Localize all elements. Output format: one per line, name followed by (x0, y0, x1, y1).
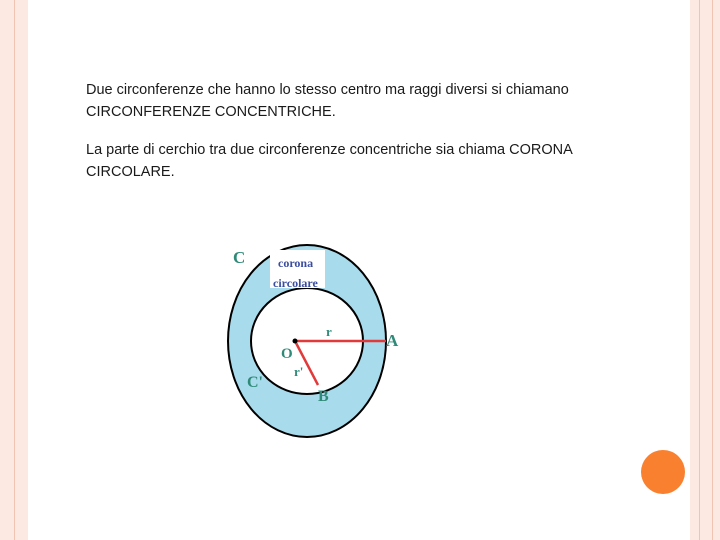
paragraph-text: La parte di cerchio tra due circonferenze concentriche sia chiama (86, 142, 510, 158)
label-b: B (318, 388, 329, 405)
label-r: r (326, 324, 332, 339)
label-c: C (233, 248, 246, 267)
center-point (293, 339, 298, 344)
label-o: O (281, 346, 293, 362)
period: . (331, 104, 336, 120)
label-corona: corona (278, 256, 314, 270)
term-concentric: CIRCONFERENZE CONCENTRICHE (86, 104, 332, 120)
label-a: A (386, 331, 399, 350)
orange-accent-circle (641, 450, 685, 494)
label-r-prime: r' (294, 364, 304, 379)
period: . (170, 164, 175, 180)
paragraph-text: Due circonferenze che hanno lo stesso centro ma raggi diversi si chiamano (86, 82, 569, 98)
term-corona: CORONA CIRCOLARE (86, 142, 572, 180)
label-circolare: circolare (273, 276, 318, 290)
label-c-prime: C' (247, 374, 263, 391)
